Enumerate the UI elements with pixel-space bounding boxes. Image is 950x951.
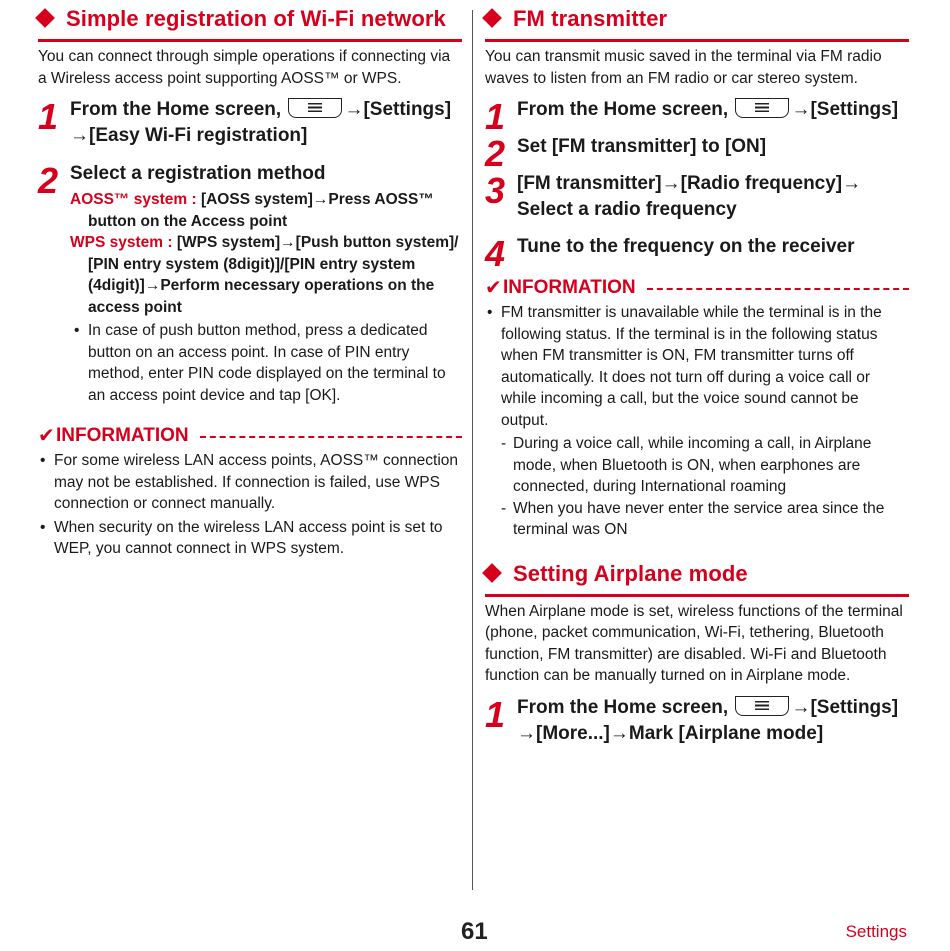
list-item [485, 302, 909, 431]
section-intro: You can connect through simple operations if connecting via a Wireless access point supporting AOSS™ or WPS. [38, 48, 451, 87]
step-number: 1 [485, 96, 506, 137]
diamond-icon [482, 563, 502, 583]
step-number: 3 [485, 170, 506, 211]
right-column [485, 0, 909, 747]
information-heading [485, 276, 909, 300]
left-column [38, 0, 462, 560]
bullet-icon: • [40, 518, 46, 536]
step-title: Select a registration method [70, 163, 326, 184]
dashed-rule [200, 436, 462, 438]
menu-key-icon [735, 696, 789, 716]
step-number: 1 [485, 693, 506, 735]
list-item-text: When you have never enter the service area since the terminal was ON [513, 499, 885, 538]
option-label: AOSS™ system : [70, 191, 197, 208]
step-text-part: →[Settings] [344, 99, 452, 120]
option-text: [WPS system]→[Push button system]/ [172, 234, 459, 251]
wps-option [70, 232, 462, 318]
step-number: 4 [485, 233, 506, 274]
section-title: FM transmitter [513, 6, 668, 31]
option-label: WPS system : [70, 234, 173, 251]
step-text-part: From the Home screen, [517, 99, 729, 120]
section-intro: You can transmit music saved in the terminal via FM radio waves to listen from an FM radio or car stereo system. [485, 48, 882, 87]
step-text: [FM transmitter]→[Radio frequency]→ Select a radio frequency [517, 173, 862, 220]
step-text-part: From the Home screen, [517, 696, 729, 718]
list-item [501, 498, 909, 541]
step-2 [485, 133, 909, 174]
dash-list [485, 433, 909, 541]
step-text [517, 695, 909, 747]
bullet-icon: • [487, 304, 493, 321]
menu-key-icon [288, 98, 342, 118]
step-text [70, 97, 462, 149]
option-text: [PIN entry system (8digit)]/[PIN entry system (4digit)]→Perform necessary operations on the access point [88, 255, 435, 316]
step-text-part: →[Easy Wi-Fi registration] [70, 125, 308, 146]
step-4 [485, 233, 909, 274]
step-3 [485, 171, 909, 223]
list-item-text: During a voice call, while incoming a call, in Airplane mode, when Bluetooth is ON, when earphones are connected, during International roaming [513, 435, 872, 495]
bullet-icon: • [40, 452, 46, 469]
step-number: 2 [485, 133, 506, 174]
menu-key-icon [735, 98, 789, 118]
check-icon: ✔ [38, 425, 55, 447]
diamond-icon [482, 8, 502, 28]
step-1 [485, 96, 909, 137]
step-number: 1 [38, 96, 59, 137]
step-text-part: →[More...]→Mark [Airplane mode] [517, 722, 824, 744]
list-item [72, 320, 462, 406]
step-text-part: →[Settings] [791, 696, 899, 718]
step-text: Tune to the frequency on the receiver [517, 236, 855, 257]
step-1 [38, 97, 462, 149]
list-item-text: For some wireless LAN access points, AOSS™ connection may not be established. If connection is failed, use WPS connection or connect manually. [54, 452, 459, 512]
information-label: INFORMATION [56, 425, 189, 446]
information-label: INFORMATION [503, 277, 636, 298]
information-heading [38, 424, 462, 448]
step-text-part: From the Home screen, [70, 99, 282, 120]
dash-icon: - [501, 435, 507, 452]
dashed-rule [647, 288, 909, 290]
section-heading-airplane [485, 555, 909, 597]
column-divider [472, 10, 473, 890]
section-heading-fm [485, 0, 909, 42]
step-text-part: →[Settings] [791, 99, 899, 120]
list-item-text: When security on the wireless LAN access point is set to WEP, you cannot connect in WPS system. [54, 518, 443, 557]
aoss-option [70, 189, 462, 232]
list-item [38, 517, 462, 560]
list-item [501, 433, 909, 498]
list-item-text: In case of push button method, press a dedicated button on an access point. In case of PIN entry method, enter PIN code displayed on the terminal to an access point device and tap [OK]. [88, 322, 446, 404]
section-title: Setting Airplane mode [513, 560, 748, 586]
page-number: 61 [461, 918, 488, 945]
step-1 [485, 695, 909, 747]
section-title: Simple registration of Wi-Fi network [66, 6, 446, 31]
step-2 [38, 161, 462, 406]
list-item-text: FM transmitter is unavailable while the terminal is in the following status. If the terminal is in the following status when FM transmitter is ON, FM transmitter turns off automatically. It does not turn off during a voice call or while incoming a call, but the voice sound cannot be output. [501, 304, 882, 429]
option-text: button on the Access point [88, 212, 288, 230]
option-text: [AOSS system]→Press AOSS™ [196, 191, 434, 208]
section-intro: When Airplane mode is set, wireless functions of the terminal (phone, packet communication, Wi-Fi, tethering, Bluetooth function, FM transmitter) are disabled. Wi-Fi and Bluetooth function can be manually turned on in Airplane mode. [485, 602, 903, 684]
dash-icon: - [501, 499, 507, 517]
step-number: 2 [38, 160, 59, 201]
check-icon: ✔ [485, 277, 502, 299]
section-heading-wifi [38, 0, 462, 42]
footer-section-name: Settings [845, 922, 907, 941]
list-item [38, 450, 462, 515]
step-text [517, 97, 909, 123]
diamond-icon [35, 8, 55, 28]
step-text: Set [FM transmitter] to [ON] [517, 136, 767, 157]
bullet-icon: • [74, 322, 80, 339]
